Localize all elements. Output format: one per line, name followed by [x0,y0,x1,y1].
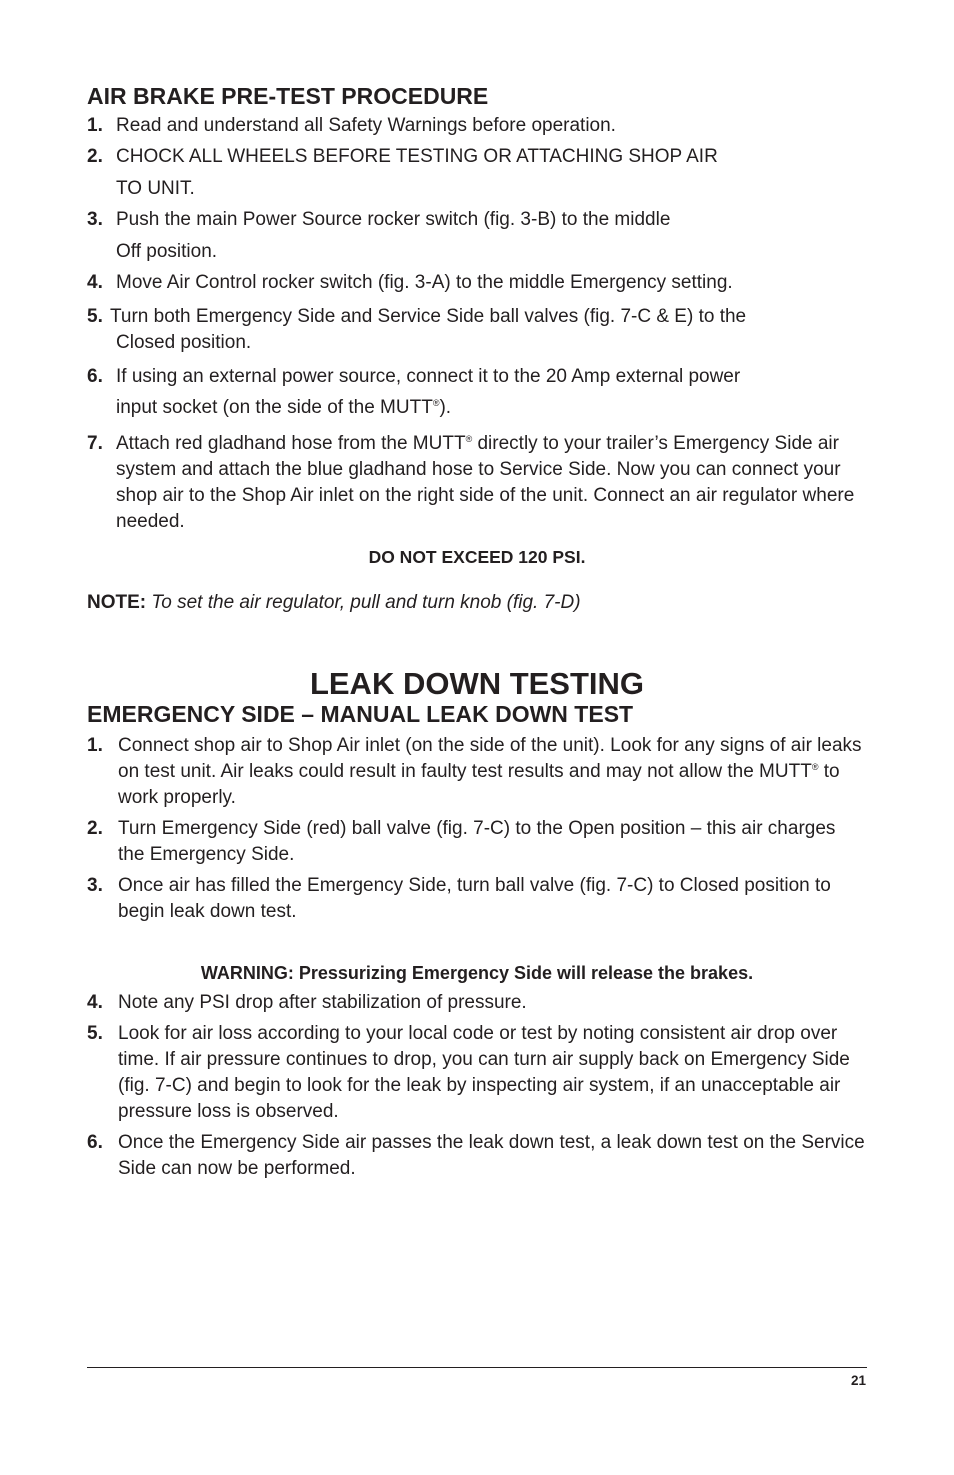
list-item [87,361,867,424]
step-text: input socket (on the side of the MUTT [116,397,433,418]
step-text: TO UNIT. [116,177,195,199]
section-heading-emergency-side: EMERGENCY SIDE – MANUAL LEAK DOWN TEST [87,700,634,727]
list-item [87,431,867,535]
step-text: to work properly. [118,760,840,808]
step-number: 3. [87,874,103,896]
step-text: Off position. [116,240,218,262]
list-item [87,113,867,139]
step-number: 3. [87,209,103,230]
step-number: 4. [87,272,103,293]
step-number: 2. [87,146,103,167]
list-item [87,304,867,356]
step-text: CHOCK ALL WHEELS BEFORE TESTING OR ATTACHING SHOP AIR [116,146,718,167]
step-number: 5. [87,305,103,327]
pretest-steps-list [87,113,867,535]
list-item [87,873,867,925]
footer-divider [87,1367,867,1368]
step-text: Look for air loss according to your local code or test by noting consistent air drop over time. If air pressure continues to drop, you can turn air supply back on Emergency Side (fig. 7-C) and begin to look for the leak by inspecting air system, if an unacceptable air pressure loss is observed. [118,1022,850,1122]
note-text: To set the air regulator, pull and turn knob (fig. 7-D) [151,591,581,613]
step-text: Read and understand all Safety Warnings before operation. [116,115,616,136]
list-item [87,990,867,1016]
step-number: 7. [87,432,103,454]
step-text: Closed position. [116,331,252,353]
list-item [87,204,867,267]
leak-test-steps-list-continued [87,990,867,1182]
step-number: 6. [87,365,103,387]
note-label: NOTE: [87,591,147,613]
note-paragraph [87,590,867,616]
list-item [87,267,867,299]
step-text: Note any PSI drop after stabilization of pressure. [118,991,527,1013]
list-item [87,1021,867,1125]
page-number: 21 [850,1373,866,1388]
step-text: Turn both Emergency Side and Service Side ball valves (fig. 7-C & E) to the [110,305,747,327]
page-title: LEAK DOWN TESTING [309,665,645,701]
registered-mark: ® [465,433,473,444]
list-item [87,1130,867,1182]
caution-text: DO NOT EXCEED 120 PSI. [368,546,586,567]
step-text: If using an external power source, connect it to the 20 Amp external power [116,365,741,387]
step-number: 1. [87,115,103,136]
step-text: Turn Emergency Side (red) ball valve (fig. 7-C) to the Open position – this air charges the Emergency Side. [118,817,836,865]
step-text: Once the Emergency Side air passes the leak down test, a leak down test on the Service Side can now be performed. [118,1131,865,1179]
step-number: 2. [87,817,103,839]
leak-test-steps-list [87,733,867,925]
section-heading-air-brake: AIR BRAKE PRE-TEST PROCEDURE [87,83,489,109]
list-item [87,141,867,204]
page-content [87,82,867,1182]
step-text: ). [439,397,452,418]
step-number: 6. [87,1131,103,1153]
step-number: 4. [87,991,103,1013]
step-number: 1. [87,734,103,756]
step-text: Connect shop air to Shop Air inlet (on the side of the unit). Look for any signs of air leaks on test unit. Air leaks could result in faulty test results and may not allow the MUTT [118,734,862,782]
registered-mark: ® [811,761,819,772]
step-number: 5. [87,1022,103,1044]
step-text: Move Air Control rocker switch (fig. 3-A) to the middle Emergency setting. [116,272,733,293]
warning-text: WARNING: Pressurizing Emergency Side will release the brakes. [200,962,754,983]
step-text: Attach red gladhand hose from the MUTT [116,432,466,454]
step-text: directly to your trailer’s Emergency Side air system and attach the blue gladhand hose to Service Side. Now you can connect your shop air to the Shop Air inlet on the right side of the unit. Connect an air regulator where needed. [116,432,855,532]
step-text: Push the main Power Source rocker switch (fig. 3-B) to the middle [116,209,671,230]
registered-mark: ® [432,398,440,408]
list-item [87,816,867,868]
list-item [87,733,867,811]
step-text: Once air has filled the Emergency Side, turn ball valve (fig. 7-C) to Closed position to begin leak down test. [118,874,831,922]
